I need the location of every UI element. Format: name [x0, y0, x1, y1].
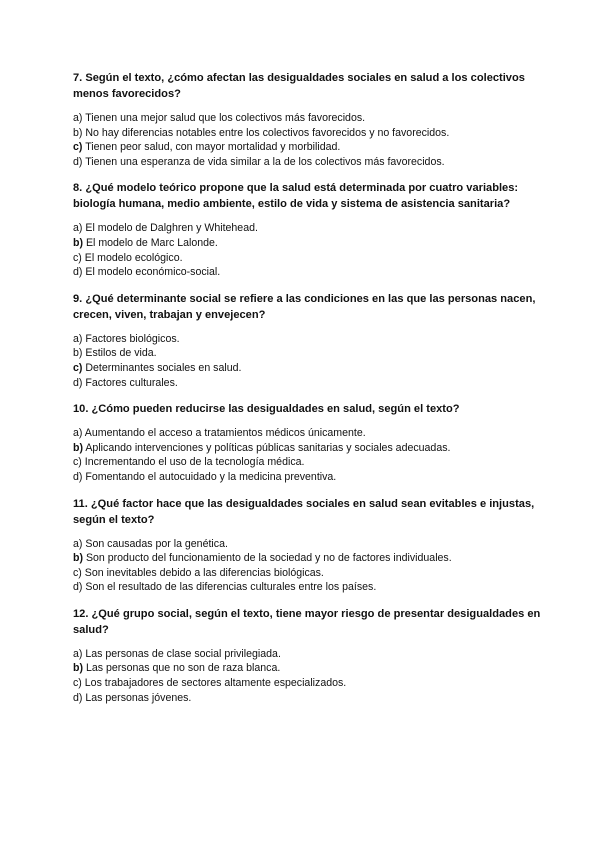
option-c: [73, 361, 543, 376]
question-title: 11. ¿Qué factor hace que las desigualdades sociales en salud sean evitables e injustas, según el texto?: [73, 497, 535, 526]
option-a: [73, 221, 543, 236]
option-text: Tienen una mejor salud que los colectivos más favorecidos.: [85, 112, 366, 124]
question-7: [73, 70, 543, 169]
option-letter: d): [73, 266, 83, 279]
option-letter: b): [73, 347, 83, 360]
option-letter: b): [73, 236, 83, 249]
option-b: [73, 346, 543, 361]
option-text: Son producto del funcionamiento de la sociedad y no de factores individuales.: [85, 552, 452, 565]
option-c: [73, 566, 543, 581]
option-b: [73, 126, 543, 141]
option-text: Factores biológicos.: [85, 332, 180, 345]
option-letter: a): [73, 222, 83, 235]
option-letter: c): [73, 677, 82, 690]
option-d: [73, 691, 543, 706]
option-letter: c): [73, 141, 83, 154]
question-title: 10. ¿Cómo pueden reducirse las desigualdades en salud, según el texto?: [73, 403, 460, 416]
option-text: Tienen peor salud, con mayor mortalidad y morbilidad.: [85, 141, 341, 154]
option-c: [73, 455, 543, 470]
option-d: [73, 265, 543, 280]
option-text: Aplicando intervenciones y políticas públicas sanitarias y sociales adecuadas.: [85, 441, 451, 454]
option-text: El modelo económico-social.: [85, 266, 221, 279]
option-text: Las personas de clase social privilegiada.: [85, 647, 281, 660]
option-text: El modelo ecológico.: [84, 251, 183, 264]
question-9: [73, 291, 543, 390]
option-d: [73, 580, 543, 595]
option-a: [73, 426, 543, 441]
question-10: [73, 401, 543, 484]
option-b: [73, 661, 543, 676]
option-text: Tienen una esperanza de vida similar a la de los colectivos más favorecidos.: [85, 155, 445, 168]
option-text: Estilos de vida.: [85, 347, 157, 360]
option-b: [73, 551, 543, 566]
option-letter: b): [73, 441, 83, 454]
option-letter: d): [73, 581, 83, 594]
question-12: [73, 606, 543, 705]
option-text: Son el resultado de las diferencias culturales entre los países.: [85, 581, 377, 594]
option-text: No hay diferencias notables entre los colectivos favorecidos y no favorecidos.: [85, 126, 450, 139]
option-d: [73, 470, 543, 485]
question-8: [73, 180, 543, 279]
option-d: [73, 376, 543, 391]
question-title: 7. Según el texto, ¿cómo afectan las desigualdades sociales en salud a los colectivos menos favorecidos?: [73, 72, 525, 100]
question-title: 8. ¿Qué modelo teórico propone que la salud está determinada por cuatro variables: biología humana, medio ambiente, estilo de vida y sistema de asistencia sanitaria?: [73, 182, 519, 211]
option-letter: d): [73, 691, 83, 704]
option-letter: b): [73, 552, 83, 565]
option-text: El modelo de Dalghren y Whitehead.: [85, 222, 258, 235]
option-letter: c): [73, 361, 83, 374]
option-text: Los trabajadores de sectores altamente especializados.: [84, 677, 347, 690]
option-letter: a): [73, 647, 83, 660]
option-letter: c): [73, 456, 82, 469]
option-letter: c): [73, 251, 82, 264]
option-text: Aumentando el acceso a tratamientos médicos únicamente.: [84, 427, 366, 440]
option-text: Son inevitables debido a las diferencias biológicas.: [84, 566, 324, 579]
option-letter: a): [73, 112, 83, 124]
option-c: [73, 676, 543, 691]
option-text: Son causadas por la genética.: [85, 537, 228, 550]
question-11: [73, 496, 543, 595]
option-letter: b): [73, 662, 83, 675]
option-a: [73, 111, 543, 126]
option-letter: d): [73, 376, 83, 389]
option-text: Las personas jóvenes.: [85, 691, 192, 704]
question-title: 12. ¿Qué grupo social, según el texto, tiene mayor riesgo de presentar desigualdades en salud?: [73, 607, 541, 636]
option-text: Fomentando el autocuidado y la medicina preventiva.: [85, 470, 337, 483]
option-text: El modelo de Marc Lalonde.: [85, 236, 218, 249]
option-letter: a): [73, 537, 83, 550]
option-letter: d): [73, 470, 83, 483]
option-a: [73, 647, 543, 662]
option-letter: a): [73, 427, 83, 440]
option-text: Incrementando el uso de la tecnología médica.: [84, 456, 305, 469]
option-text: Determinantes sociales en salud.: [85, 361, 242, 374]
option-text: Las personas que no son de raza blanca.: [85, 662, 281, 675]
option-letter: b): [73, 126, 83, 139]
option-b: [73, 236, 543, 251]
option-d: [73, 155, 543, 170]
option-c: [73, 251, 543, 266]
option-letter: c): [73, 566, 82, 579]
question-title: 9. ¿Qué determinante social se refiere a las condiciones en las que las personas nacen, crecen, viven, trabajan y envejecen?: [73, 292, 536, 321]
option-a: [73, 537, 543, 552]
option-letter: d): [73, 155, 83, 168]
option-letter: a): [73, 332, 83, 345]
option-a: [73, 332, 543, 347]
option-text: Factores culturales.: [85, 376, 178, 389]
option-b: [73, 441, 543, 456]
option-c: [73, 140, 543, 155]
question-list: [73, 70, 543, 716]
